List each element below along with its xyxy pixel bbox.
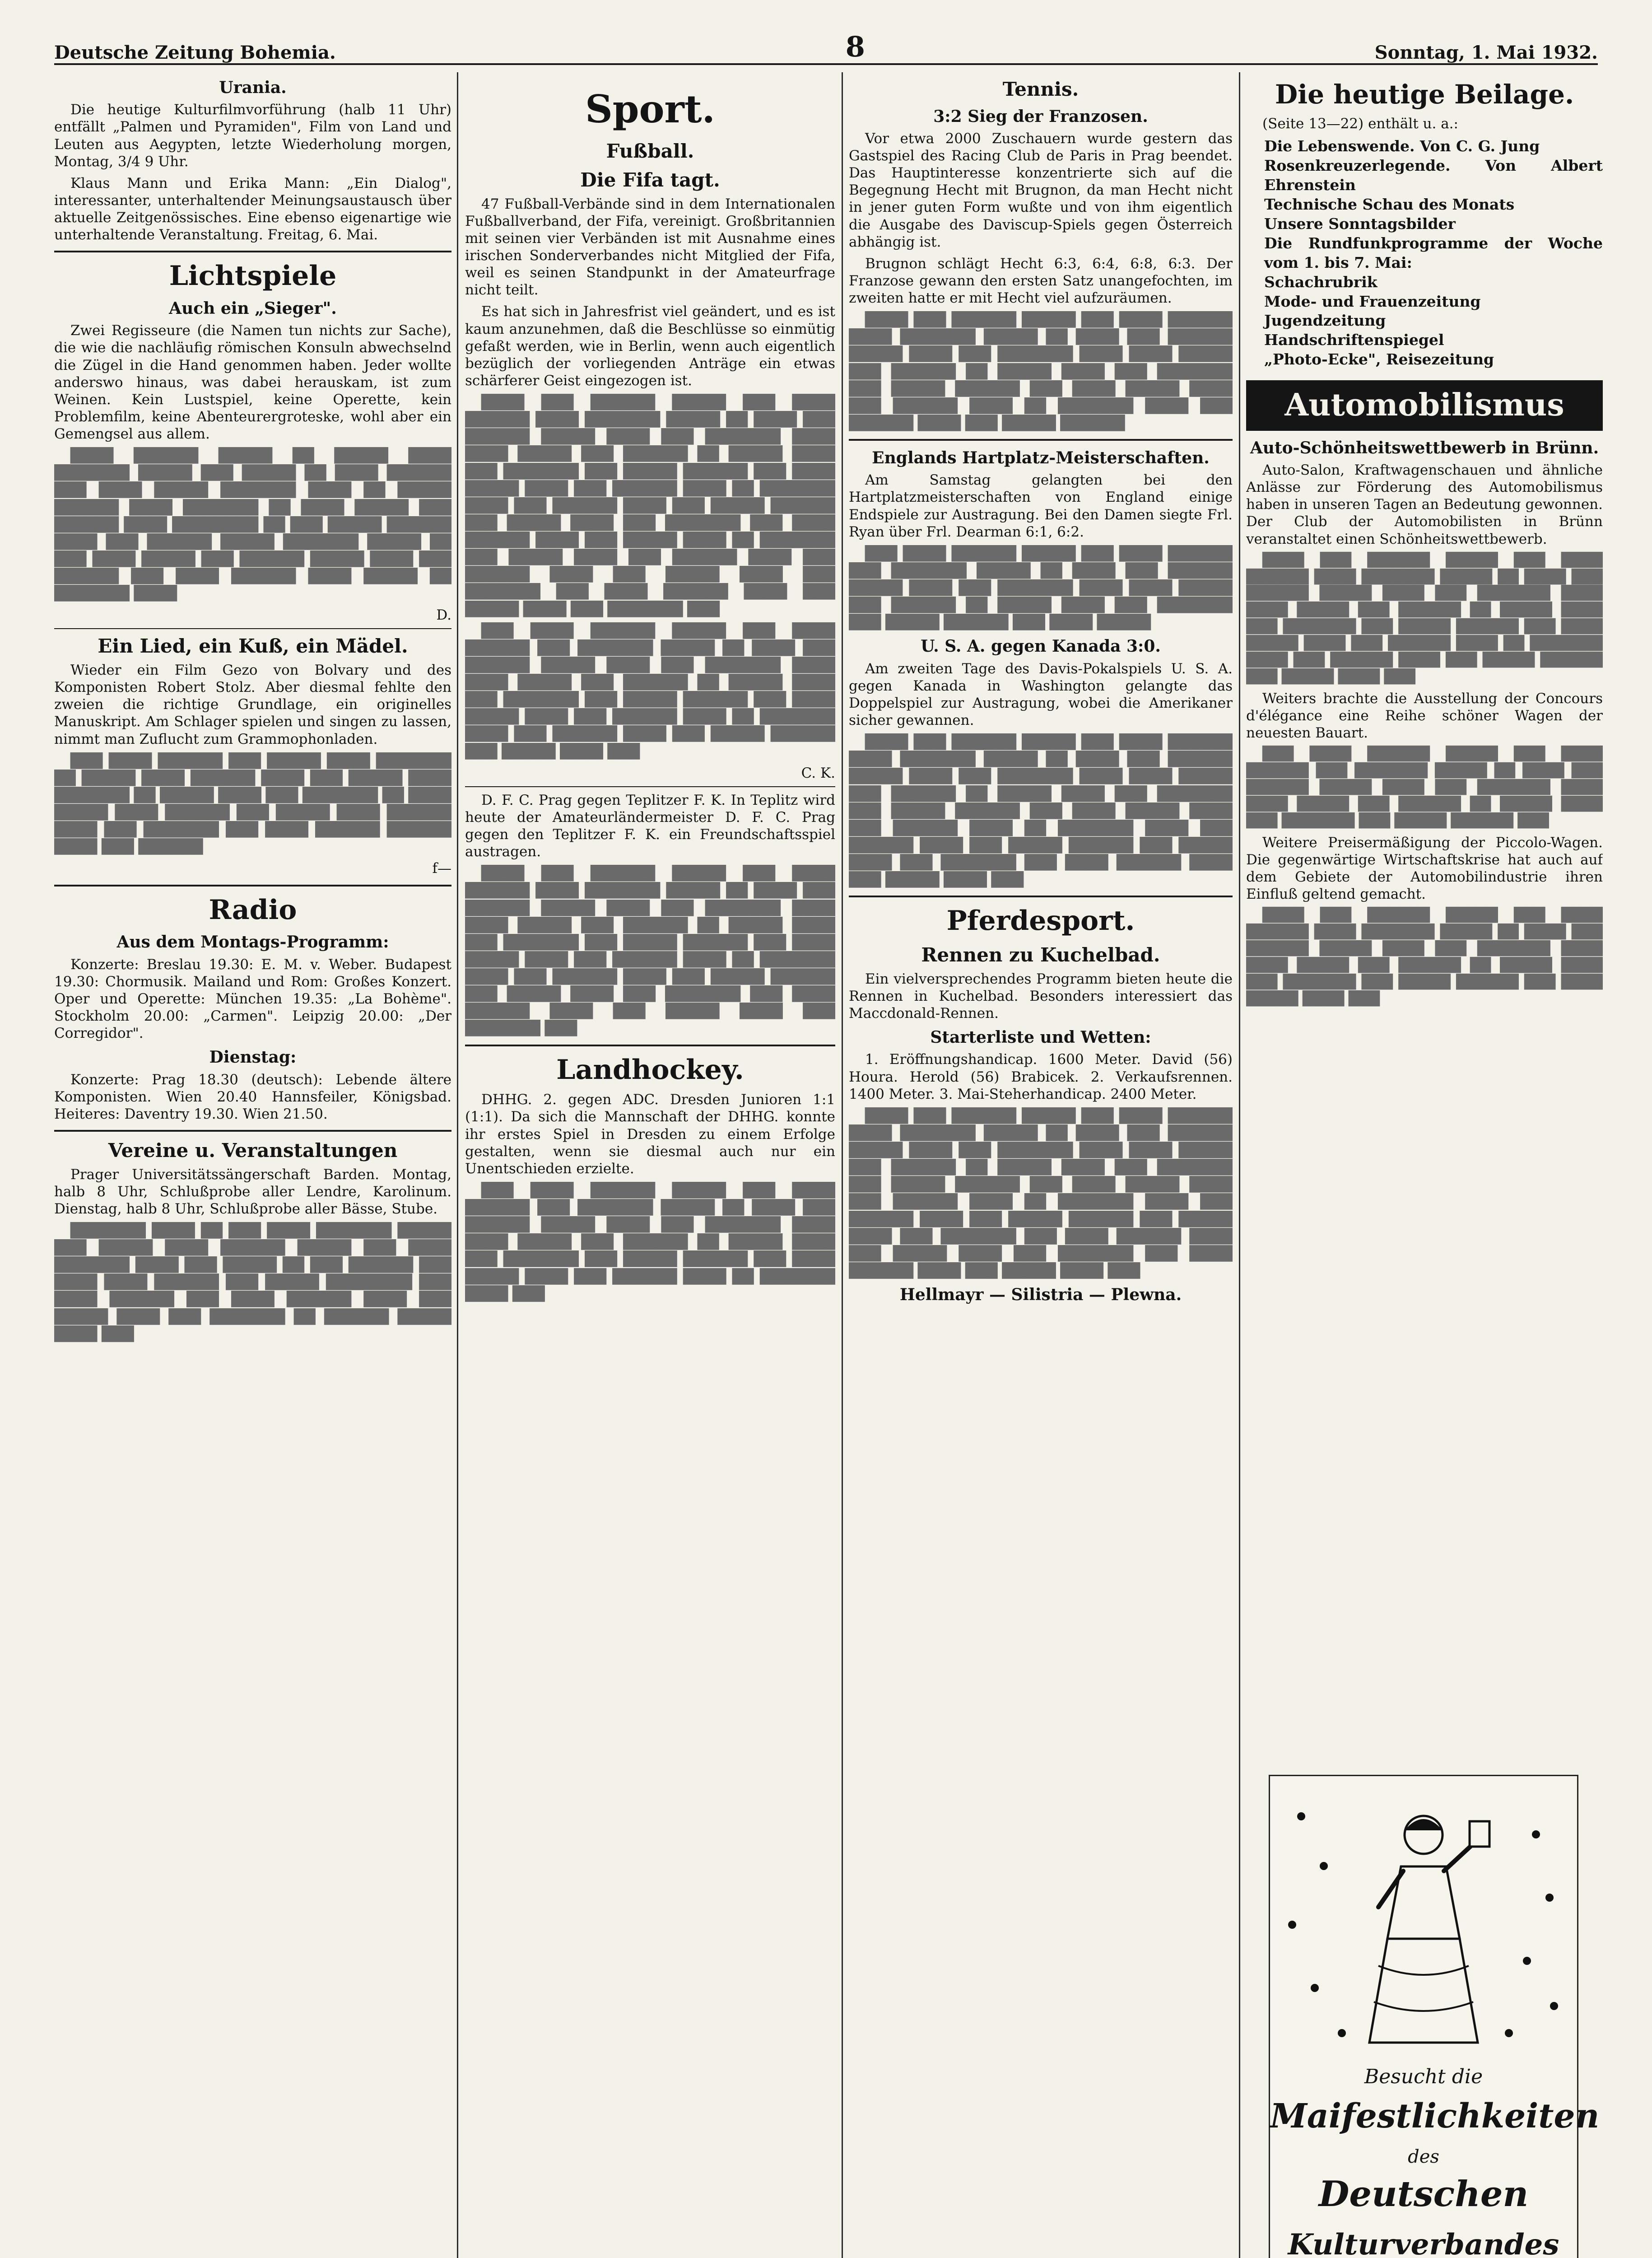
list-item: Mode- und Frauenzeitung — [1264, 292, 1481, 310]
kulturverband-advertisement — [1269, 1775, 1600, 2258]
tennis-subheading: 3:2 Sieg der Franzosen. — [933, 107, 1148, 126]
filler-text: ████ ██████ █████ ██ █████ ████ ███████ █████ ███ █████ ██ ████ ██████ ███ ████ █████ ███████ ████ ██ █████ ██████ ████ ███████ ██ ████ █████ ███ ██████ ████ ████████ ██ ███ █████ ██████ ████ ███ ██████ █████ ███████ █████ ██ ███ ████ █████ ███ ██████ █████ ████ ███ ██████ ███ ████ ██████ ████ █████ ██ ███████ ████ — [54, 448, 451, 602]
column-divider — [457, 72, 458, 2258]
auto-text-3: Weitere Preisermäßigung der Piccolo-Wagen. Die gegenwärtige Wirtschaftskrise hat auch auf dem Gebiete der Automobilindustrie ihren Einfluß geltend gemacht. — [1246, 834, 1603, 902]
lied-text: Wieder ein Film Gezo von Bolvary und des Komponisten Robert Stolz. Aber diesmal fehlte den zweien die richtige Grundlage, ein originelles Manuskript. Am Schlager spielen und singen zu lassen, nimmt man Zuflucht zum Grammophonladen. — [54, 662, 451, 747]
column-divider — [1239, 72, 1240, 2258]
filler-text: ████ ███ ██████ █████ ███ ████ ██████ ████ ███████ █████ ██ ████ ███ ██████ █████ ████ ███ ███████ ████ ████ █████ ███ ██████ ██ █████ ████ ███ ███████ ███ █████ ██████ ███ ████ █████ ████ ███ ██████ ████ ██ ███████ ████ ███ ██████ ████ ███ █████ ██████ ███ █████ ████ ███ ███████ ███ ████ ██████ ████ ███ █████ ████ ███ ███████ ███ — [465, 865, 835, 1037]
auto-heading: Auto-Schönheitswettbewerb in Brünn. — [1250, 438, 1599, 457]
lichtspiele-heading: Lichtspiele — [169, 260, 337, 292]
tennis-text-2: Brugnon schlägt Hecht 6:3, 6:4, 6:8, 6:3. Der Franzose gewann den ersten Satz unangefochten, im zweiten hatte er mit Hecht viel aufzuräumen. — [849, 255, 1233, 307]
auto-text: Auto-Salon, Kraftwagenschauen und ähnliche Anlässe zur Förderung des Automobilismus haben in unseren Tagen an Bedeutung gewonnen. Der Club der Automobilisten in Brünn veranstaltet einen Schönheitswettbewerb. — [1246, 462, 1603, 547]
starter-last-line: Hellmayr — Silistria — Plewna. — [899, 1285, 1182, 1305]
urania-text: Die heutige Kulturfilmvorführung (halb 11 Uhr) entfällt „Palmen und Pyramiden", Film von Land und Leuten aus Aegypten, letzte Wiederholung morgen, Montag, 3/4 9 Uhr. — [54, 102, 451, 170]
filler-text: ████ ███ ██████ █████ ███ ████ ██████ ████ ███████ █████ ██ ████ ███ ██████ █████ ████ ███ ███████ ████ ████ █████ ███ ██████ ██ █████ ████ ███ ███████ ███ █████ ██████ ███ ████ █████ ████ ███ — [1246, 907, 1603, 1007]
tennis-text-1: Vor etwa 2000 Zuschauern wurde gestern das Gastspiel des Racing Club de Paris in Prag beendet. Das Hauptinteresse konzentrierte sich auf die Begegnung Hecht mit Brugnon, da man Hecht nicht in jener guten Form wußte und von ihm eigentlich die Ausgabe des Daviscup-Spiels gegen Österreich abhängig ist. — [849, 130, 1233, 250]
starter-text: 1. Eröffnungshandicap. 1600 Meter. David (56) Houra. Herold (56) Brabicek. 2. Verkaufsrennen. 1400 Meter. 3. Mai-Steherhandicap. 2400 Meter. — [849, 1051, 1233, 1102]
section-rule — [54, 1130, 451, 1132]
auto-text-2: Weiters brachte die Ausstellung der Concours d'élégance eine Reihe schöner Wagen der neuesten Bauart. — [1246, 690, 1603, 742]
list-item: Rosenkreuzerlegende. Von Albert Ehrenstein — [1264, 157, 1603, 194]
radio-text: Konzerte: Breslau 19.30: E. M. v. Weber. Budapest 19.30: Chormusik. Mailand und Rom: Großes Konzert. Oper und Operette: München 19.35: „La Bohème". Stockholm 20.00: „Carmen". Leipzig 20.00: „Der Corregidor". — [54, 956, 451, 1042]
landhockey-text: DHHG. 2. gegen ADC. Dresden Junioren 1:1 (1:1). Da sich die Mannschaft der DHHG. konnte ihr erstes Spiel in Dresden zu einem Erfolge gestalten, wenn sie diesmal auch nur ein Unentschieden erzielte. — [465, 1092, 835, 1177]
section-rule — [465, 786, 835, 787]
sport-heading: Sport. — [585, 87, 715, 131]
issue-date: Sonntag, 1. Mai 1932. — [1374, 42, 1598, 63]
fussball-signature: C. K. — [801, 765, 835, 781]
ad-line-4: Deutschen — [1318, 2174, 1529, 2215]
usa-heading: U. S. A. gegen Kanada 3:0. — [921, 637, 1161, 656]
radio-heading: Radio — [209, 894, 297, 926]
filler-text: ███ ████ ██████ █████ ███ ████ ██████ ███ ███████ █████ ██ ████ ███ ██████ █████ ████ ███ ███████ ████ ████ █████ ███ ██████ ██ █████ ████ ███ ███████ ███ █████ ██████ ███ ████ █████ ████ ███ ██████ ████ ██ ███████ ████ ███ ██████ ████ ███ █████ ██████ ███ █████ ████ ███ — [465, 622, 835, 760]
fussball-text-2: Es hat sich in Jahresfrist viel geändert, und es ist kaum anzunehmen, daß die Beschlüsse so einmütig gefaßt werden, wie in Berlin, wenn auch eigentlich bezüglich der vorliegenden Anträge ein etwas schärferer Geist eingezogen ist. — [465, 303, 835, 389]
lied-signature: f— — [432, 860, 451, 877]
rennen-text: Ein vielversprechendes Programm bieten heute die Rennen in Kuchelbad. Besonders interessiert das Maccdonald-Rennen. — [849, 970, 1233, 1022]
landhockey-heading: Landhockey. — [556, 1054, 744, 1086]
list-item: Unsere Sonntagsbilder — [1264, 215, 1456, 233]
fussball-text-3: D. F. C. Prag gegen Teplitzer F. K. In Teplitz wird heute der Amateurländermeister D. F. C. Prag gegen den Teplitzer F. K. ein Freundschaftsspiel austragen. — [465, 792, 835, 860]
pferdesport-heading: Pferdesport. — [946, 905, 1135, 937]
beilage-list — [1264, 137, 1603, 369]
filler-text: ████ ███ ██████ █████ ███ ████ ██████ ████ ███████ █████ ██ ████ ███ ██████ █████ ████ ███ ███████ ████ ████ █████ ███ ██████ ██ █████ ████ ███ ███████ ███ █████ ██████ ███ ████ █████ ████ ███ ██████ ████ ██ ███████ ████ ███ ██████ ████ ███ █████ ██████ — [849, 312, 1233, 431]
list-item: Technische Schau des Monats — [1264, 196, 1515, 214]
filler-text: ████ ███ ██████ █████ ███ ████ ██████ ████ ███████ █████ ██ ████ ███ ██████ █████ ████ ███ ███████ ████ ████ █████ ███ ██████ ██ █████ ████ ███ ███████ ███ █████ ██████ ███ ████ █████ ████ ███ ██████ ████ ██ ███████ ████ ███ ██████ ████ ███ █████ ██████ ███ █████ ████ ███ ███████ ███ ████ ██████ ████ ███ █████ ████ ██ ███████ ███ █████ ████ ███ ██████ ████ ███ ██████ ████ ███ █████ ████ ███ ███████ ███ ████ ██████ ████ ███ █████ ████ ███ ███████ ███ — [465, 394, 835, 617]
beilage-heading: Die heutige Beilage. — [1275, 79, 1574, 110]
england-heading: Englands Hartplatz-Meisterschaften. — [872, 448, 1210, 468]
lied-heading: Ein Lied, ein Kuß, ein Mädel. — [98, 635, 408, 658]
lichtspiele-subheading: Auch ein „Sieger". — [169, 299, 337, 318]
lichtspiele-signature: D. — [436, 607, 451, 624]
section-rule — [849, 896, 1233, 897]
list-item: Schachrubrik — [1264, 273, 1377, 291]
fussball-heading: Fußball. — [606, 140, 694, 163]
list-item: „Photo-Ecke", Reisezeitung — [1264, 350, 1494, 369]
radio-subheading-2: Dienstag: — [209, 1048, 297, 1067]
ad-line-5: Kulturverbandes — [1288, 2228, 1559, 2258]
england-text: Am Samstag gelangten bei den Hartplatzmeisterschaften von England einige Endspiele zur Austragung. Bei den Damen siegte Frl. Ryan über Frl. Dearman 6:1, 6:2. — [849, 472, 1233, 540]
vereine-text: Prager Universitätssängerschaft Barden. Montag, halb 8 Uhr, Schlußprobe aller Lendre, Karolinum. Dienstag, halb 8 Uhr, Schlußprobe aller Bässe, Stube. — [54, 1166, 451, 1217]
list-item: Jugendzeitung — [1264, 312, 1386, 330]
list-item: Die Lebenswende. Von C. G. Jung — [1264, 137, 1540, 155]
radio-subheading: Aus dem Montags-Programm: — [116, 933, 389, 952]
list-item: Die Rundfunkprogramme der Woche vom 1. bis 7. Mai: — [1264, 234, 1603, 271]
fussball-text-1: 47 Fußball-Verbände sind in dem Internationalen Fußballverband, der Fifa, vereinigt. Großbritannien mit seinen vier Verbänden ist mit Ausnahme eines irischen Sonderverbandes nicht Mitglied der Fifa, weil es seinen Standpunkt in der Amateurfrage nicht teilt. — [465, 196, 835, 299]
section-rule — [465, 1045, 835, 1046]
usa-text: Am zweiten Tage des Davis-Pokalspiels U. S. A. gegen Kanada in Washington gelangte das Doppelspiel zur Austragung, wobei die Amerikaner sicher gewannen. — [849, 660, 1233, 729]
column-divider — [842, 72, 843, 2258]
section-rule — [54, 885, 451, 886]
radio-text-2: Konzerte: Prag 18.30 (deutsch): Lebende ältere Komponisten. Wien 20.40 Hannsfeiler, Königsbad. Heiteres: Daventry 19.30. Wien 21.50. — [54, 1071, 451, 1122]
fussball-subheading: Die Fifa tagt. — [580, 168, 720, 191]
starter-heading: Starterliste und Wetten: — [930, 1028, 1151, 1047]
newspaper-name: Deutsche Zeitung Bohemia. — [54, 42, 336, 63]
lichtspiele-text: Zwei Regisseure (die Namen tun nichts zur Sache), die wie die nachläufig römischen Konsuln abwechselnd die Zügel in die Hand genommen haben. Jeder wollte anderswo hinaus, was dabei herauskam, ist zum Weinen. Kein Lustspiel, keine Operette, kein Problemfilm, keine Abenteurergroteske, wohl aber ein Gemengsel aus allem. — [54, 322, 451, 443]
woman-figure-illustration — [1351, 1803, 1496, 2047]
filler-text: ████ ███ ██████ █████ ███ ████ ██████ ████ ███████ █████ ██ ████ ███ ██████ █████ ████ ███ ███████ ████ ████ █████ ███ ██████ ██ █████ ████ ███ ███████ ███ █████ ██████ ███ ████ █████ ████ ███ ██████ ████ ██ ███████ ████ ███ ██████ ████ ███ █████ ██████ ███ █████ ████ ███ — [1246, 552, 1603, 685]
page-header — [54, 9, 1598, 65]
filler-text: ████ ███ ██████ █████ ███ ████ ██████ ████ ███████ █████ ██ ████ ███ ██████ █████ ████ ███ ███████ ████ ████ █████ ███ ██████ ██ █████ ████ ███ ███████ ███ █████ ██████ ███ ████ █████ ████ ███ ██████ ████ ██ ███████ ████ ███ ██████ ████ ███ █████ ██████ ███ █████ ████ ███ ███████ ███ ████ ██████ ████ ███ █████ ████ ███ ███████ ███ ████ ██████ ████ ███ █████ ████ ███ — [849, 1107, 1233, 1279]
column-3 — [849, 72, 1233, 2258]
ad-line-3: des — [1408, 2146, 1439, 2167]
filler-text: ████ ███ ██████ █████ ███ ████ ██████ ████ ███████ █████ ██ ████ ███ ██████ █████ ████ ███ ███████ ████ ████ █████ ███ ██████ ██ █████ ████ ███ ███████ ███ █████ ██████ ███ ████ █████ ████ ███ ██████ ████ ██ ███████ ████ ███ ██████ ████ ███ █████ ██████ ███ █████ ████ ███ ███████ ███ ████ ██████ ████ ███ █████ ████ ███ — [849, 734, 1233, 888]
vereine-heading: Vereine u. Veranstaltungen — [108, 1139, 398, 1162]
ad-line-1: Besucht die — [1364, 2065, 1483, 2088]
column-2 — [465, 72, 835, 2258]
column-1 — [54, 72, 451, 2258]
filler-text: ███ ████ ██████ ███ █████ ████ ███████ ██ █████ ████ ██████ ████ ███ █████ ████ ███████ ██ █████ ████ ███ ███████ ██ ████ █████ ████ ██████ ███ █████ ████ ██████ ████ ███ ███████ ███ ████ ██████ ██████ ████ ███ ██████ — [54, 752, 451, 855]
filler-text: ███████ ████ ██ ███ ████ ███████ █████ ███ █████ ████ ██████ █████ ███ ████ ███████ ████ ███ █████ ██ ███ ██████ ███ ████ ████ ██████ ███ █████ ████████ ███ ████ ██████ ███ ████ ██████ ████ ███ █████ ████ ███ ███████ ██ ██████ █████ ████ ███ — [54, 1222, 451, 1342]
page-number: 8 — [845, 30, 865, 63]
filler-text: ███ ████ ██████ █████ ███ ████ ██████ ███ ███████ █████ ██ ████ ███ ██████ █████ ████ ███ ███████ ████ ████ █████ ███ ██████ ██ █████ ████ ███ ███████ ███ █████ ██████ ███ ████ █████ ████ ███ ██████ ████ ██ ███████ ████ ███ — [465, 1182, 835, 1302]
urania-heading: Urania. — [219, 78, 287, 97]
filler-text: ███ ████ ██████ █████ ███ ████ ██████ ███ ███████ █████ ██ ████ ███ ██████ █████ ████ ███ ███████ ████ ████ █████ ███ ██████ ██ █████ ████ ███ ███████ ███ █████ ██████ ███ — [1246, 746, 1603, 829]
ad-line-2: Maifestlichkeiten — [1270, 2097, 1600, 2136]
beilage-intro: (Seite 13—22) enthält u. a.: — [1262, 116, 1458, 132]
list-item: Handschriftenspiegel — [1264, 331, 1444, 349]
automobilismus-banner: Automobilismus — [1246, 380, 1603, 431]
section-rule — [54, 251, 451, 252]
section-rule — [54, 628, 451, 629]
filler-text: ███ ████ ██████ █████ ███ ████ ██████ ███ ███████ █████ ██ ████ ███ ██████ █████ ████ ███ ███████ ████ ████ █████ ███ ██████ ██ █████ ████ ███ ███████ ███ █████ ██████ ███ ████ █████ — [849, 545, 1233, 631]
tennis-heading: Tennis. — [1002, 78, 1079, 100]
rennen-heading: Rennen zu Kuchelbad. — [921, 944, 1160, 966]
urania-text-2: Klaus Mann und Erika Mann: „Ein Dialog", interessanter, unterhaltender Meinungsaustausch über aktuelle Zeitgenössisches. Eine ebenso eigenartige wie unterhaltende Veranstaltung. Freitag, 6. Mai. — [54, 175, 451, 243]
section-rule — [849, 439, 1233, 441]
